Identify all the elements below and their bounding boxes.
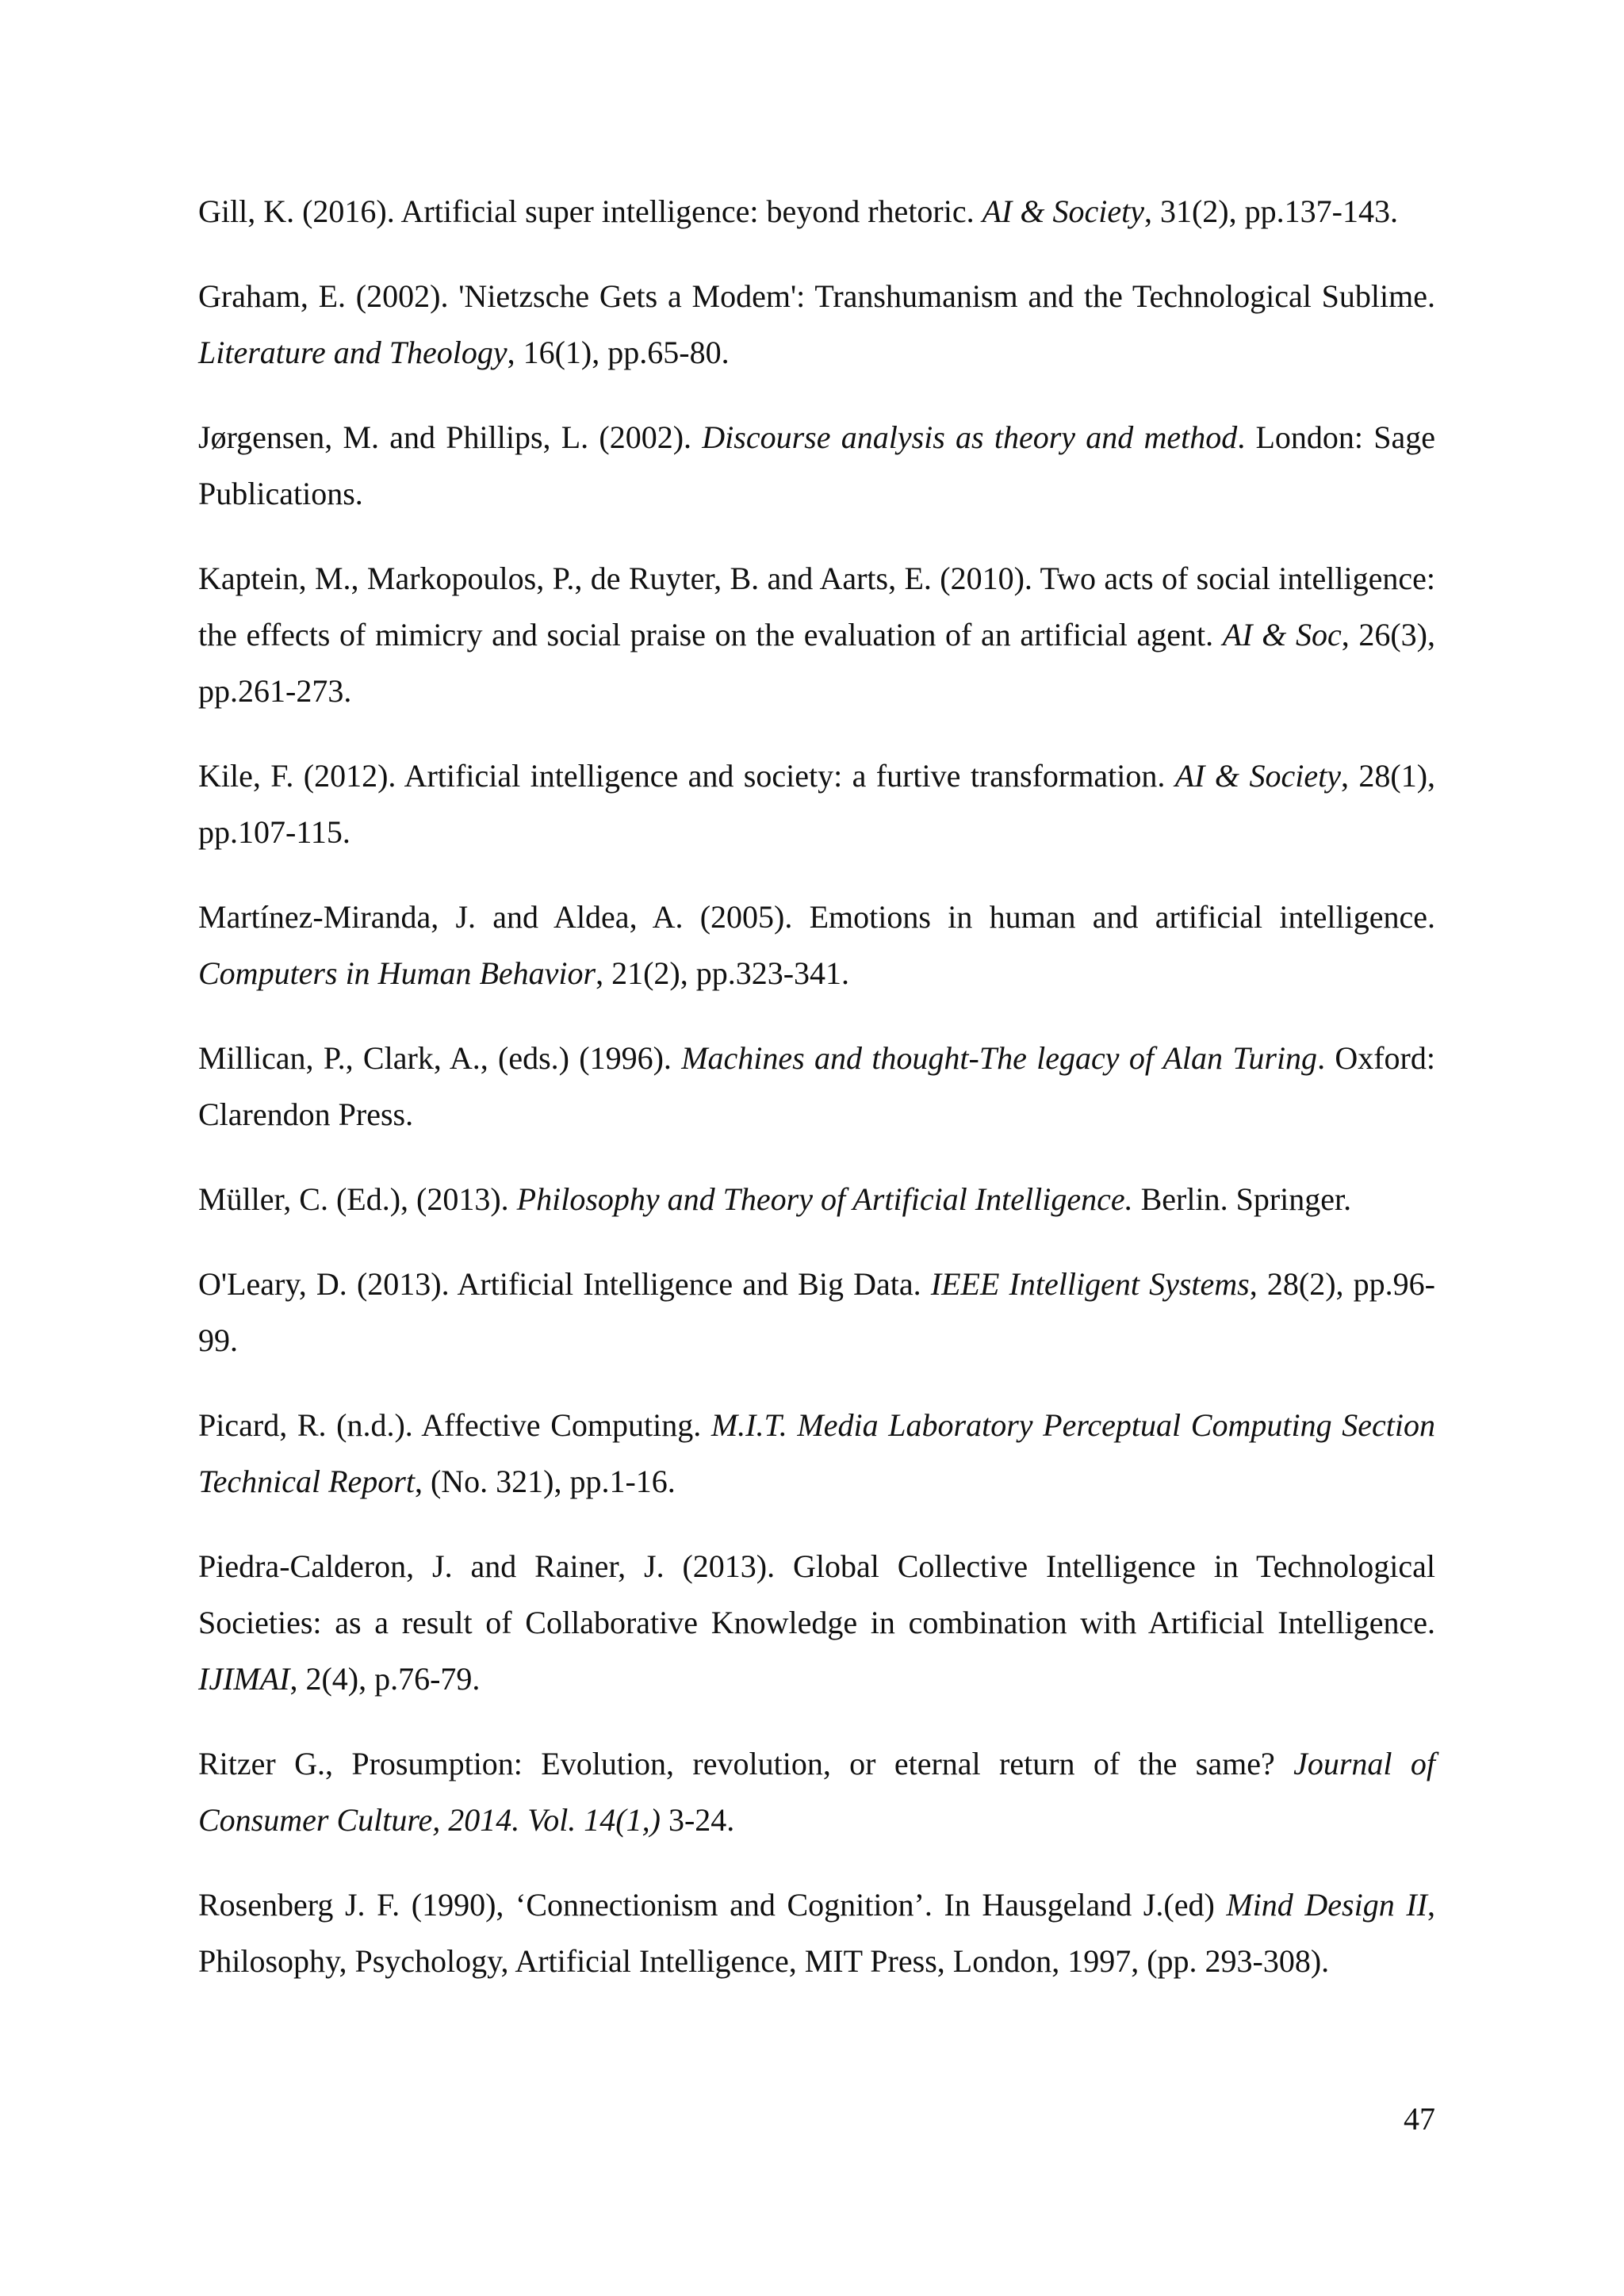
reference-entry — [198, 748, 1435, 860]
reference-text: . London: Sage Publications. — [198, 419, 1435, 511]
reference-text: Millican, P., Clark, A., (eds.) (1996). — [198, 1040, 682, 1076]
reference-text: Graham, E. (2002). 'Nietzsche Gets a Modem': Transhumanism and the Technological Sublime. — [198, 278, 1435, 314]
reference-entry — [198, 1877, 1435, 1989]
reference-text: , 31(2), pp.137-143. — [1143, 193, 1398, 229]
reference-journal-title: AI & Society — [982, 193, 1144, 229]
page-number: 47 — [1404, 2101, 1435, 2137]
reference-report-title: M.I.T. Media Laboratory Perceptual Computing Section Technical Report — [198, 1407, 1435, 1499]
reference-entry — [198, 1538, 1435, 1707]
reference-text: 3-24. — [660, 1802, 735, 1838]
reference-text: , 26(3), pp.261-273. — [198, 617, 1436, 709]
reference-text: Jørgensen, M. and Phillips, L. (2002). — [198, 419, 703, 455]
reference-entry — [198, 1030, 1435, 1142]
reference-text: , 21(2), pp.323-341. — [596, 955, 850, 991]
reference-text: , Philosophy, Psychology, Artificial Intelligence, MIT Press, London, 1997, (pp. 293-308). — [198, 1887, 1435, 1979]
reference-text: Kaptein, M., Markopoulos, P., de Ruyter, B. and Aarts, E. (2010). Two acts of social intelligence: the effects of mimicry and social praise on the evaluation of an artificial agent. — [198, 561, 1435, 652]
reference-book-title: Discourse analysis as theory and method — [702, 419, 1238, 455]
reference-text: Berlin. Springer. — [1132, 1181, 1352, 1217]
reference-text: Ritzer G., Prosumption: Evolution, revolution, or eternal return of the same? — [198, 1746, 1294, 1781]
reference-text: Martínez-Miranda, J. and Aldea, A. (2005). Emotions in human and artificial intelligence. — [198, 899, 1435, 935]
reference-text: Rosenberg J. F. (1990), ‘Connectionism and Cognition’. In Hausgeland J.(ed) — [198, 1887, 1227, 1923]
reference-text: , 28(1), pp.107-115. — [198, 758, 1436, 850]
reference-text: , 2(4), p.76-79. — [289, 1661, 481, 1697]
reference-journal-title: Computers in Human Behavior — [198, 955, 596, 991]
reference-journal-title: IJIMAI — [198, 1661, 290, 1697]
reference-text: Piedra-Calderon, J. and Rainer, J. (2013). Global Collective Intelligence in Technological Societies: as a result of Collaborative Knowledge in combination with Artificial Intelligence. — [198, 1548, 1435, 1640]
reference-text: Kile, F. (2012). Artificial intelligence and society: a furtive transformation. — [198, 758, 1175, 794]
reference-text: Gill, K. (2016). Artificial super intelligence: beyond rhetoric. — [198, 193, 982, 229]
reference-text: Picard, R. (n.d.). Affective Computing. — [198, 1407, 711, 1443]
reference-journal-title: Journal of Consumer Culture, 2014. Vol. 14(1,) — [198, 1746, 1435, 1838]
reference-entry — [198, 889, 1435, 1001]
reference-book-title: Machines and thought-The legacy of Alan Turing — [681, 1040, 1318, 1076]
reference-text: Müller, C. (Ed.), (2013). — [198, 1181, 517, 1217]
reference-entry — [198, 1171, 1435, 1227]
reference-text: O'Leary, D. (2013). Artificial Intelligence and Big Data. — [198, 1266, 931, 1302]
reference-entry — [198, 409, 1435, 522]
reference-journal-title: Literature and Theology — [198, 335, 508, 370]
reference-entry — [198, 1735, 1435, 1848]
reference-entry — [198, 183, 1435, 239]
reference-entry — [198, 550, 1435, 719]
reference-journal-title: IEEE Intelligent Systems — [930, 1266, 1250, 1302]
reference-entry — [198, 1397, 1435, 1510]
reference-text: . Oxford: Clarendon Press. — [198, 1040, 1435, 1132]
reference-text: , (No. 321), pp.1-16. — [414, 1464, 676, 1499]
reference-list — [198, 183, 1435, 2018]
reference-text: , 28(2), pp.96-99. — [198, 1266, 1436, 1358]
reference-journal-title: AI & Society — [1174, 758, 1341, 794]
reference-entry — [198, 268, 1435, 381]
reference-text: , 16(1), pp.65-80. — [507, 335, 730, 370]
reference-book-title: Mind Design II — [1226, 1887, 1427, 1923]
reference-book-title: Philosophy and Theory of Artificial Intelligence. — [516, 1181, 1133, 1217]
reference-entry — [198, 1256, 1435, 1368]
reference-journal-title: AI & Soc — [1222, 617, 1342, 652]
